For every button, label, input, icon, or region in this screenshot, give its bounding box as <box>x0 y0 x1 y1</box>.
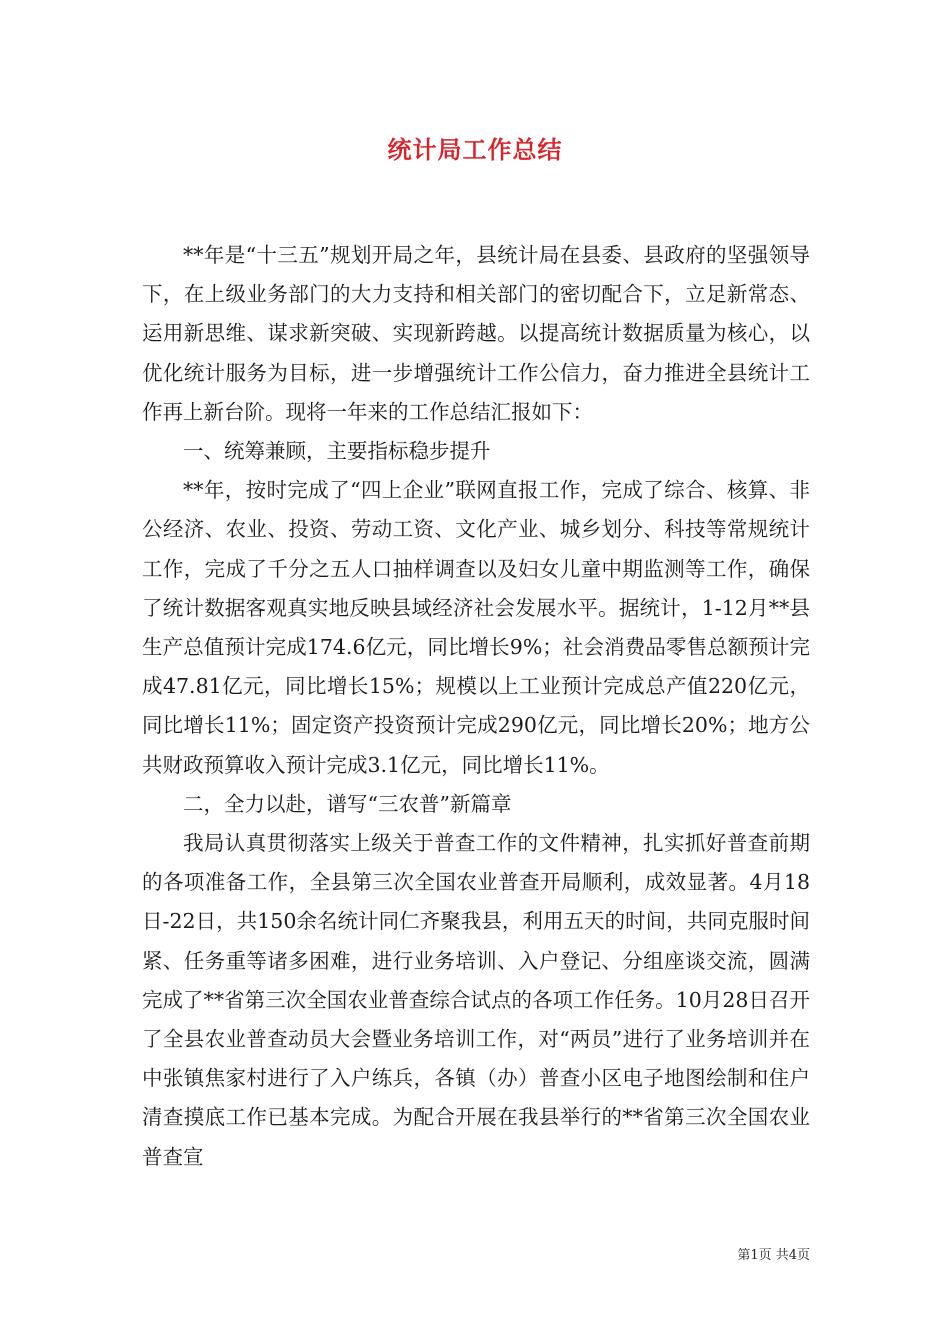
document-title: 统计局工作总结 <box>387 135 563 164</box>
section-heading-2: 二，全力以赴，谱写“三农普”新篇章 <box>183 791 512 816</box>
paragraph-section-1: **年，按时完成了“四上企业”联网直报工作，完成了综合、核算、非公经济、农业、投资、劳动工资、文化产业、城乡划分、科技等常规统计工作，完成了千分之五人口抽样调查以及妇女儿童中期监测等工作，确保了统计数据客观真实地反映县域经济社会发展水平。据统计，1-12月**县生产总值预计完成174.6亿元，同比增长9%；社会消费品零售总额预计完成47.81亿元，同比增长15%；规模以上工业预计完成总产值220亿元，同比增长11%；固定资产投资预计完成290亿元，同比增长20%；地方公共财政预算收入预计完成3.1亿元，同比增长11%。 <box>142 478 810 777</box>
page-number: 第1页 共4页 <box>737 1248 810 1263</box>
document-body <box>142 236 810 1177</box>
paragraph-section-2: 我局认真贯彻落实上级关于普查工作的文件精神，扎实抓好普查前期的各项准备工作，全县第三次全国农业普查开局顺利，成效显著。4月18日-22日，共150余名统计同仁齐聚我县，利用五天的时间，共同克服时间紧、任务重等诸多困难，进行业务培训、入户登记、分组座谈交流，圆满完成了**省第三次全国农业普查综合试点的各项工作任务。10月28日召开了全县农业普查动员大会暨业务培训工作，对“两员”进行了业务培训并在中张镇焦家村进行了入户练兵，各镇（办）普查小区电子地图绘制和住户清查摸底工作已基本完成。为配合开展在我县举行的**省第三次全国农业普查宣 <box>142 831 810 1169</box>
section-heading-1: 一、统筹兼顾，主要指标稳步提升 <box>183 439 491 464</box>
paragraph-intro: **年是“十三五”规划开局之年，县统计局在县委、县政府的坚强领导下，在上级业务部门的大力支持和相关部门的密切配合下，立足新常态、运用新思维、谋求新突破、实现新跨越。以提高统计数据质量为核心，以优化统计服务为目标，进一步增强统计工作公信力，奋力推进全县统计工作再上新台阶。现将一年来的工作总结汇报如下： <box>142 243 810 424</box>
